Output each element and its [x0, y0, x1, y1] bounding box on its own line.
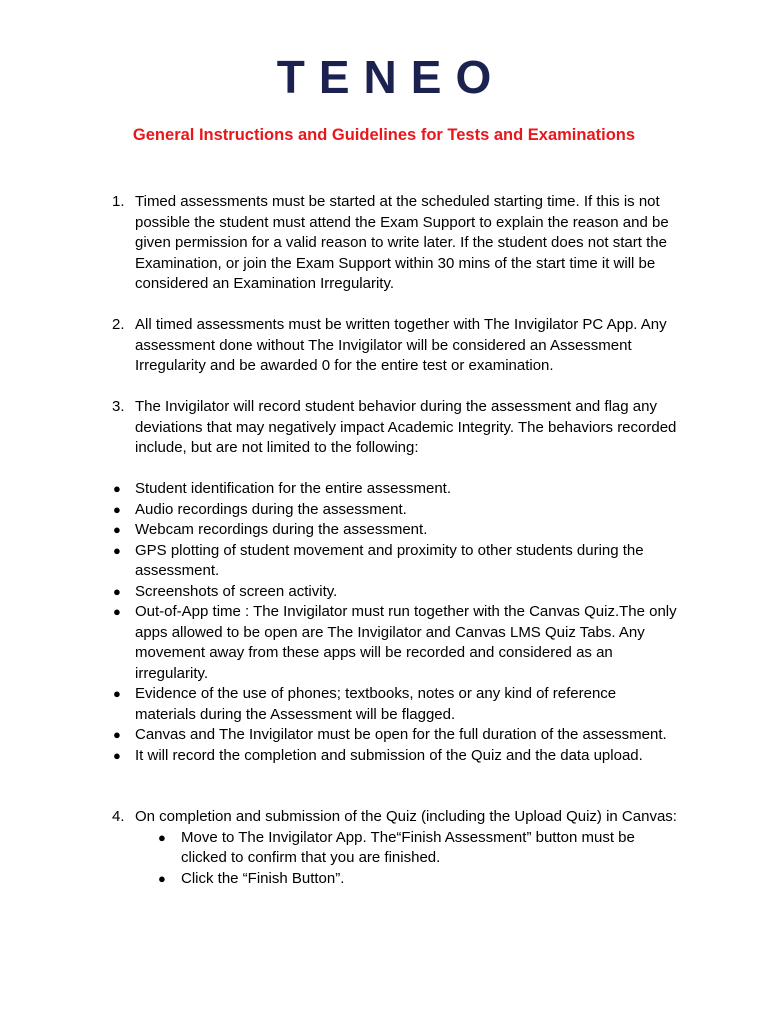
numbered-item-4 [0, 807, 768, 828]
bullet-icon: ● [113, 747, 121, 763]
instructions-content [0, 192, 768, 889]
behaviors-list [0, 479, 768, 766]
list-item-text: It will record the completion and submission of the Quiz and the data upload. [135, 746, 643, 764]
item-text: On completion and submission of the Quiz (including the Upload Quiz) in Canvas: [135, 808, 677, 825]
item-text: All timed assessments must be written together with The Invigilator PC App. Any assessment done without The Invigilator will be considered an Assessment Irregularity and be awarded 0 for the entire test or examination. [135, 316, 667, 374]
bullet-icon: ● [113, 583, 121, 599]
page-title: General Instructions and Guidelines for Tests and Examinations [132, 126, 636, 144]
bullet-icon: ● [158, 829, 166, 845]
item-number: 1. [112, 193, 125, 210]
completion-steps-list [0, 828, 768, 890]
list-item [0, 869, 768, 890]
list-item [0, 746, 768, 767]
list-item [0, 541, 768, 582]
item-number: 4. [112, 808, 125, 825]
bullet-icon: ● [113, 542, 121, 558]
list-item-text: Move to The Invigilator App. The“Finish Assessment” button must be clicked to confirm that you are finished. [181, 828, 635, 866]
item-text: The Invigilator will record student behavior during the assessment and flag any deviations that may negatively impact Academic Integrity. The behaviors recorded include, but are not limited to the following: [135, 398, 677, 456]
list-item [0, 520, 768, 541]
numbered-item-2 [0, 315, 768, 377]
bullet-icon: ● [113, 604, 121, 619]
bullet-icon: ● [113, 522, 121, 537]
list-item [0, 500, 768, 521]
bullet-icon: ● [158, 870, 166, 886]
item-number: 2. [112, 316, 125, 333]
list-item-text: Student identification for the entire assessment. [135, 480, 452, 497]
list-item [0, 684, 768, 725]
numbered-item-3 [0, 397, 768, 459]
bullet-icon: ● [113, 727, 121, 742]
list-item-text: GPS plotting of student movement and proximity to other students during the assessment. [135, 541, 644, 579]
numbered-item-1 [0, 192, 768, 295]
list-item [0, 602, 768, 684]
bullet-icon: ● [113, 501, 121, 517]
bullet-icon: ● [113, 481, 121, 496]
list-item [0, 582, 768, 603]
item-text: Timed assessments must be started at the scheduled starting time. If this is not possible the student must attend the Exam Support to explain the reason and be given permission for a valid reason to write later. If the student does not start the Examination, or join the Exam Support within 30 mins of the start time it will be considered an Examination Irregularity. [135, 193, 669, 292]
list-item [0, 828, 768, 869]
teneo-logo: TENEO [276, 51, 506, 103]
list-item-text: Evidence of the use of phones; textbooks, notes or any kind of reference materials during the Assessment will be flagged. [135, 685, 617, 723]
item-number: 3. [112, 398, 125, 415]
list-item [0, 479, 768, 500]
list-item-text: Screenshots of screen activity. [135, 582, 338, 600]
list-item-text: Click the “Finish Button”. [181, 869, 345, 887]
list-item-text: Audio recordings during the assessment. [135, 500, 407, 518]
list-item-text: Canvas and The Invigilator must be open for the full duration of the assessment. [135, 726, 667, 743]
list-item [0, 725, 768, 746]
list-item-text: Webcam recordings during the assessment. [135, 521, 428, 538]
list-item-text: Out-of-App time : The Invigilator must run together with the Canvas Quiz.The only apps allowed to be open are The Invigilator and Canvas LMS Quiz Tabs. Any movement away from these apps will be recorded and considered as an irregularity. [135, 603, 677, 682]
bullet-icon: ● [113, 686, 121, 701]
